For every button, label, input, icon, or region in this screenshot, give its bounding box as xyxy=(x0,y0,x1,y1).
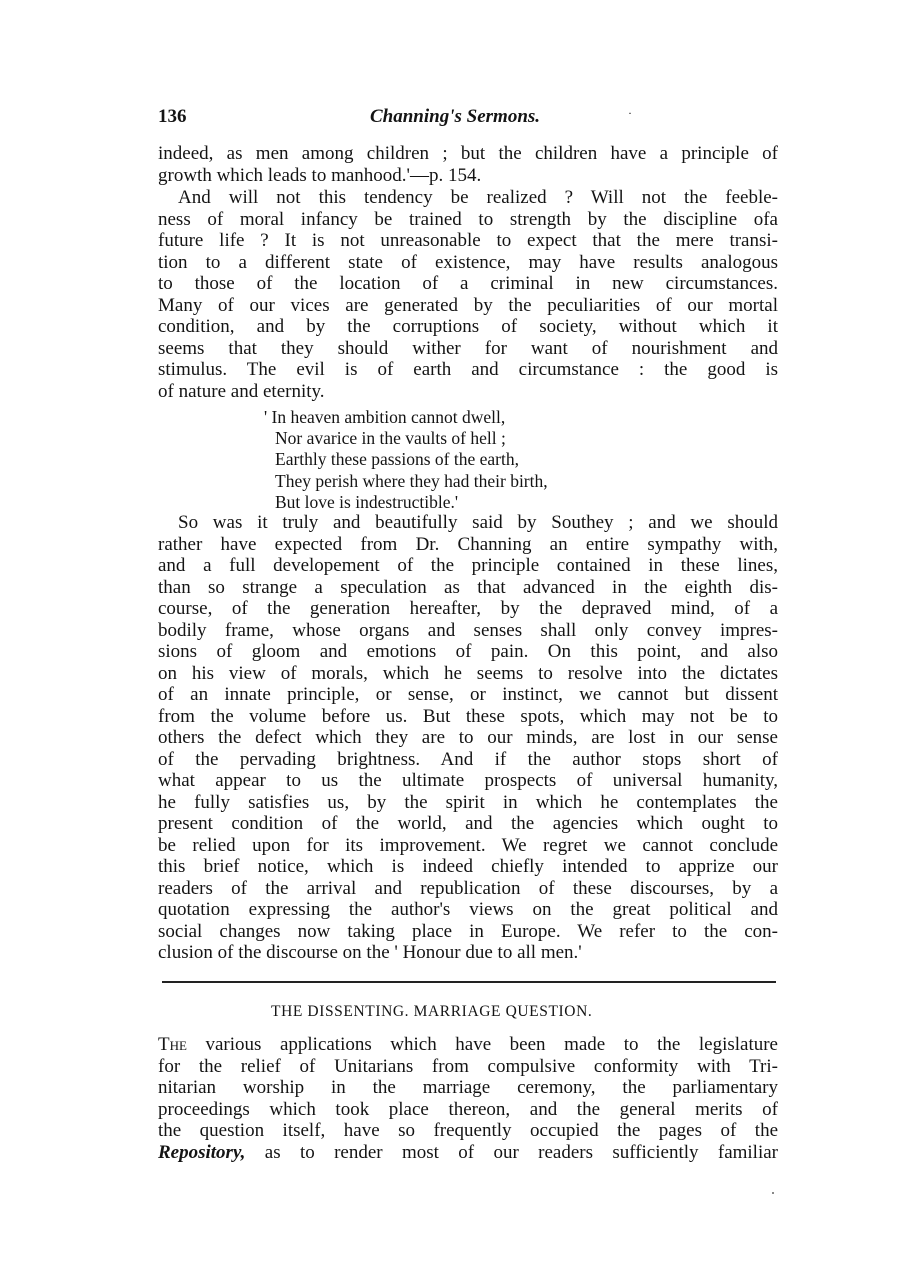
poem-line: Earthly these passions of the earth, xyxy=(275,449,519,470)
text-line: and a full developement of the principle contained in these lines, xyxy=(158,555,778,576)
text-line: on his view of morals, which he seems to resolve into the dictates xyxy=(158,662,778,684)
text-line: So was it truly and beautifully said by Southey ; and we should xyxy=(178,512,778,533)
text-line: be relied upon for its improvement. We regret we cannot conclude xyxy=(158,834,778,856)
text-line: indeed, as men among children ; but the children have a principle of xyxy=(158,143,778,164)
text-line-rest: as to render most of our readers sufficiently familiar xyxy=(245,1141,778,1163)
text-line: quotation expressing the author's views on the great political and xyxy=(158,899,778,920)
text-line: others the defect which they are to our minds, are lost in our sense xyxy=(158,727,778,748)
text-line: than so strange a speculation as that advanced in the eighth dis- xyxy=(158,576,778,598)
paper-speck xyxy=(772,1192,774,1194)
text-line xyxy=(158,1142,778,1164)
paragraph-continuation xyxy=(158,143,778,186)
poem-quotation xyxy=(264,407,548,513)
text-line: of nature and eternity. xyxy=(158,380,325,402)
text-line: social changes now taking place in Europe. We refer to the con- xyxy=(158,920,778,942)
page-number: 136 xyxy=(158,106,187,127)
text-line: for the relief of Unitarians from compulsive conformity with Tri- xyxy=(158,1055,778,1077)
text-line: stimulus. The evil is of earth and circumstance : the good is xyxy=(158,359,778,380)
text-line: present condition of the world, and the agencies which ought to xyxy=(158,813,778,834)
text-line: this brief notice, which is indeed chiefly intended to apprize our xyxy=(158,856,778,877)
poem-line: Nor avarice in the vaults of hell ; xyxy=(275,428,506,449)
text-line: the question itself, have so frequently occupied the pages of the xyxy=(158,1120,778,1141)
text-line: condition, and by the corruptions of society, without which it xyxy=(158,316,778,337)
text-line: what appear to us the ultimate prospects of universal humanity, xyxy=(158,770,778,791)
text-line-rest: various applications which have been made to the legislature xyxy=(186,1034,778,1055)
text-line: And will not this tendency be realized ? Will not the feeble- xyxy=(178,187,778,208)
text-line: of the pervading brightness. And if the author stops short of xyxy=(158,748,778,770)
section-title: THE DISSENTING. MARRIAGE QUESTION. xyxy=(271,1003,593,1020)
running-title: Channing's Sermons. xyxy=(370,106,541,127)
paragraph-tendency xyxy=(158,187,778,402)
text-line xyxy=(158,1034,778,1056)
paragraph-marriage-question xyxy=(158,1034,778,1163)
header-mark: · xyxy=(628,106,632,120)
text-line: nitarian worship in the marriage ceremony, the parliamentary xyxy=(158,1077,778,1098)
text-line: rather have expected from Dr. Channing an entire sympathy with, xyxy=(158,533,778,555)
poem-line: They perish where they had their birth, xyxy=(275,470,548,491)
text-line: ness of moral infancy be trained to strength by the discipline ofa xyxy=(158,208,778,230)
page-header xyxy=(158,106,778,134)
text-line: seems that they should wither for want of nourishment and xyxy=(158,337,778,359)
text-line: from the volume before us. But these spots, which may not be to xyxy=(158,705,778,727)
section-divider xyxy=(162,981,776,983)
text-line: sions of gloom and emotions of pain. On this point, and also xyxy=(158,641,778,662)
text-line: to those of the location of a criminal in new circumstances. xyxy=(158,273,778,294)
text-line: course, of the generation hereafter, by the depraved mind, of a xyxy=(158,598,778,619)
text-line: growth which leads to manhood.'—p. 154. xyxy=(158,164,482,186)
text-line: Many of our vices are generated by the peculiarities of our mortal xyxy=(158,294,778,316)
text-line: future life ? It is not unreasonable to expect that the mere transi- xyxy=(158,230,778,251)
text-line: bodily frame, whose organs and senses shall only convey impres- xyxy=(158,619,778,641)
text-line: proceedings which took place thereon, and the general merits of xyxy=(158,1098,778,1120)
poem-line: ' In heaven ambition cannot dwell, xyxy=(264,407,506,427)
text-line: of an innate principle, or sense, or instinct, we cannot but dissent xyxy=(158,684,778,705)
text-line: readers of the arrival and republication of these discourses, by a xyxy=(158,877,778,899)
repository-title: Repository, xyxy=(158,1141,246,1163)
small-caps-opening: The xyxy=(158,1034,187,1055)
text-line: tion to a different state of existence, may have results analogous xyxy=(158,251,778,273)
text-line: he fully satisfies us, by the spirit in which he contemplates the xyxy=(158,791,778,813)
poem-line: But love is indestructible.' xyxy=(275,491,458,512)
text-line: clusion of the discourse on the ' Honour due to all men.' xyxy=(158,942,582,963)
paragraph-southey xyxy=(158,512,778,964)
